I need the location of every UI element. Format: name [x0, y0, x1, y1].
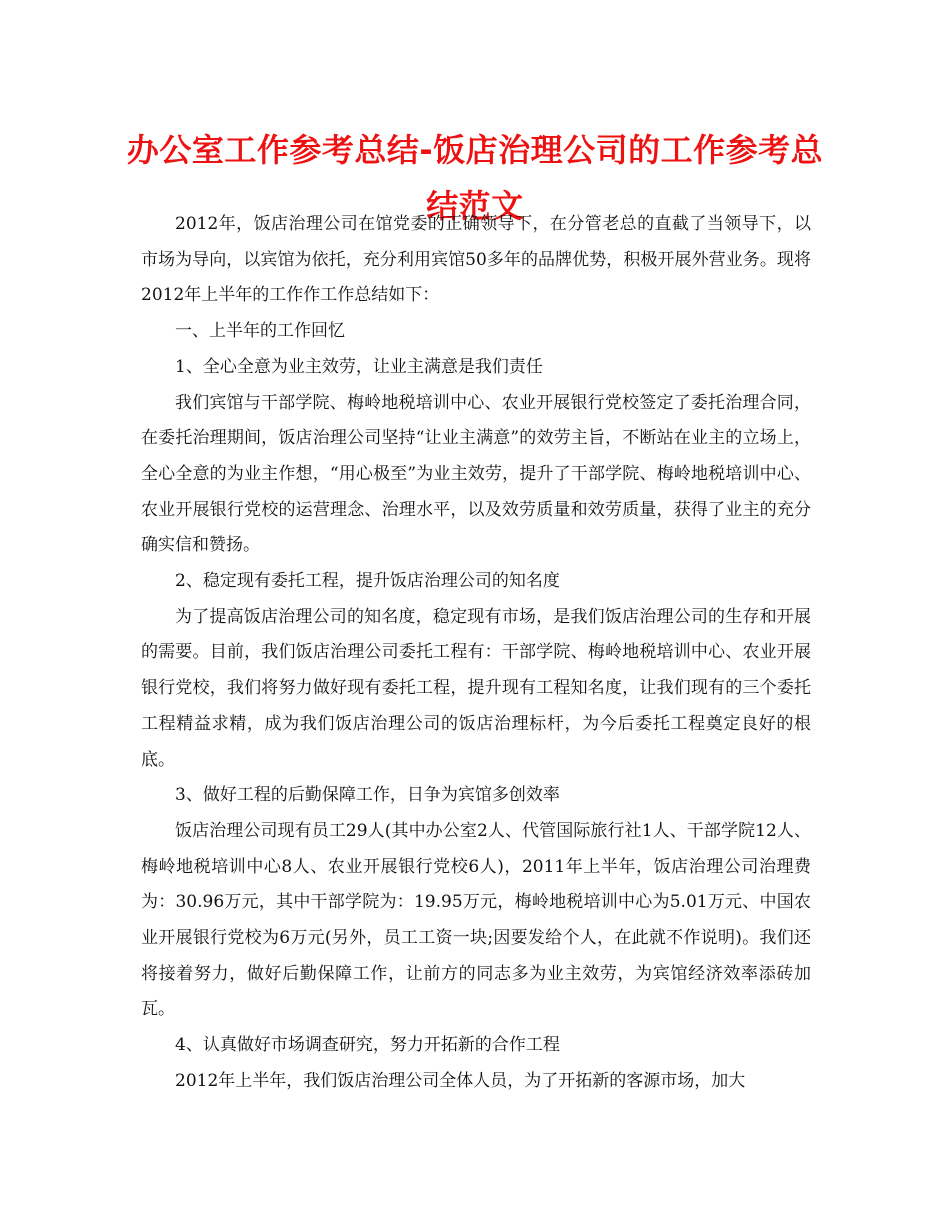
paragraph-item-4: 2012年上半年，我们饭店治理公司全体人员，为了开拓新的客源市场，加大 — [175, 1070, 746, 1091]
heading-section-1: 一、上半年的工作回忆 — [175, 321, 345, 342]
paragraph-item-1: 我们宾馆与干部学院、梅岭地税培训中心、农业开展银行党校签定了委托治理合同，在委托治理期间，饭店治理公司坚持“让业主满意”的效劳主旨，不断站在业主的立场上，全心全意的为业主作想，“用心极至”为业主效劳，提升了干部学院、梅岭地税培训中心、农业开展银行党校的运营理念、治理水平，以及效劳质量和效劳质量，获得了业主的充分确实信和赞扬。 — [141, 392, 811, 556]
paragraph-intro: 2012年，饭店治理公司在馆党委的正确领导下，在分管老总的直截了当领导下，以市场为导向，以宾馆为依托，充分利用宾馆50多年的品牌优势，积极开展外营业务。现将2012年上半年的工作作工作总结如下： — [141, 214, 811, 306]
paragraph-item-3: 饭店治理公司现有员工29人(其中办公室2人、代管国际旅行社1人、干部学院12人、梅岭地税培训中心8人、农业开展银行党校6人)，2011年上半年，饭店治理公司治理费为：30.96万元，其中干部学院为：19.95万元，梅岭地税培训中心为5.01万元、中国农业开展银行党校为6万元(另外，员工工资一块;因要发给个人，在此就不作说明)。我们还将接着努力，做好后勤保障工作，让前方的同志多为业主效劳，为宾馆经济效率添砖加瓦。 — [141, 820, 811, 1020]
heading-item-2: 2、稳定现有委托工程，提升饭店治理公司的知名度 — [175, 571, 560, 592]
paragraph-item-2: 为了提高饭店治理公司的知名度，稳定现有市场，是我们饭店治理公司的生存和开展的需要。目前，我们饭店治理公司委托工程有：干部学院、梅岭地税培训中心、农业开展银行党校，我们将努力做好现有委托工程，提升现有工程知名度，让我们现有的三个委托工程精益求精，成为我们饭店治理公司的饭店治理标杆，为今后委托工程奠定良好的根底。 — [141, 606, 811, 770]
document-body — [141, 207, 811, 1100]
heading-item-3: 3、做好工程的后勤保障工作，日争为宾馆多创效率 — [175, 785, 560, 806]
document-title: 办公室工作参考总结-饭店治理公司的工作参考总结范文 — [126, 131, 824, 225]
heading-item-4: 4、认真做好市场调查研究，努力开拓新的合作工程 — [175, 1035, 560, 1056]
heading-item-1: 1、全心全意为业主效劳，让业主满意是我们责任 — [175, 356, 543, 377]
